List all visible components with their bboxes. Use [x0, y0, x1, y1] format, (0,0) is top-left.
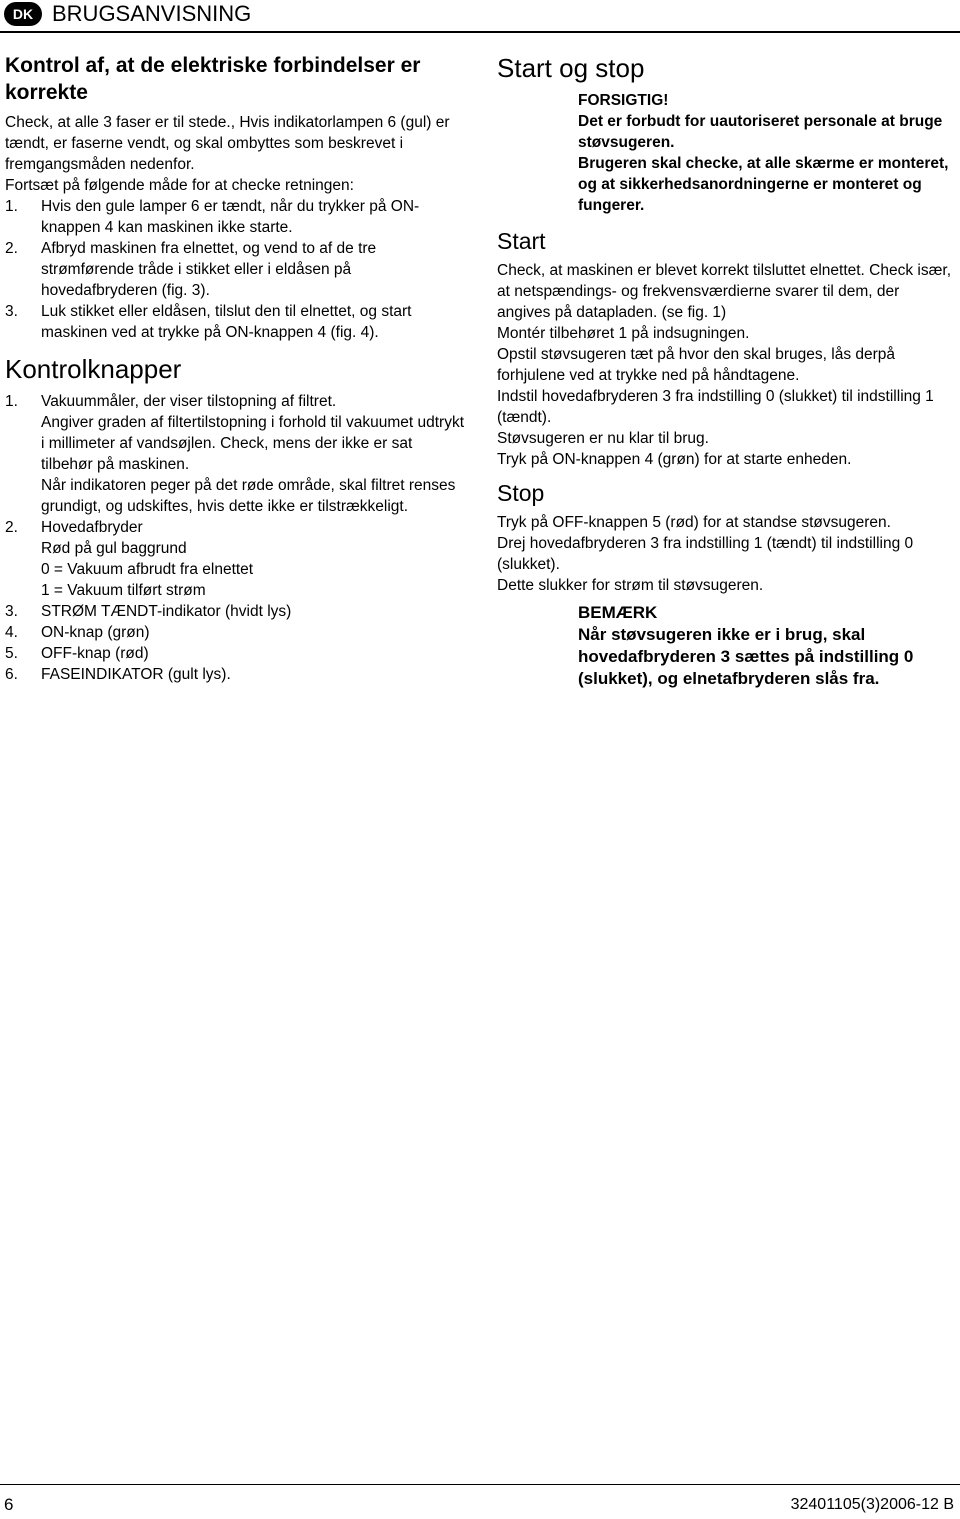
start-paragraph: Opstil støvsugeren tæt på hvor den skal bruges, lås derpå forhjulene ved at trykke ned på håndtagene.: [497, 346, 896, 384]
header-divider: [0, 31, 960, 33]
control-item-detail: Når indikatoren peger på det røde område, skal filtret renses grundigt, og udskiftes, hvis dette ikke er tilstrækkeligt.: [41, 477, 456, 515]
control-item-detail: 0 = Vakuum afbrudt fra elnettet: [41, 561, 254, 578]
warning-box: [497, 90, 957, 216]
step-item: 1. Hvis den gule lamper 6 er tændt, når du trykker på ON-knappen 4 kan maskinen ikke starte.: [5, 198, 420, 236]
language-badge: DK: [4, 2, 42, 26]
note-label: BEMÆRK: [578, 603, 658, 622]
document-code: 32401105(3)2006-12 B: [790, 1496, 954, 1513]
control-item: 1. Vakuummåler, der viser tilstopning af filtret.: [5, 393, 337, 410]
section-title-electrical: Kontrol af, at de elektriske forbindelser er korrekte: [5, 54, 421, 104]
warning-label: FORSIGTIG!: [578, 92, 669, 109]
subsection-title-start: Start: [497, 228, 546, 254]
intro-paragraph: Check, at alle 3 faser er til stede., Hvis indikatorlampen 6 (gul) er tændt, er faserne vendt, og skal ombyttes som beskrevet i fremgangsmåden nedenfor.: [5, 114, 450, 173]
control-item: 5. OFF-knap (rød): [5, 645, 149, 662]
section-title-start-stop: Start og stop: [497, 53, 645, 83]
start-paragraph: Tryk på ON-knappen 4 (grøn) for at starte enheden.: [497, 451, 852, 468]
right-column: [497, 52, 957, 690]
start-paragraph: Check, at maskinen er blevet korrekt tilsluttet elnettet. Check især, at netspændings- og frekvensværdierne svarer til dem, der angives på datapladen. (se fig. 1): [497, 262, 951, 321]
warning-text: Brugeren skal checke, at alle skærme er monteret, og at sikkerhedsanordningerne er monteret og fungerer.: [578, 155, 949, 214]
note-text: Når støvsugeren ikke er i brug, skal hovedafbryderen 3 sættes på indstilling 0 (slukket), og elnetafbryderen slås fra.: [578, 625, 914, 688]
control-item-detail: Angiver graden af filtertilstopning i forhold til vakuumet udtrykt i millimeter af vandsøjlen. Check, mens der ikke er sat tilbehør på maskinen.: [41, 414, 465, 473]
start-paragraph: Indstil hovedafbryderen 3 fra indstilling 0 (slukket) til indstilling 1 (tændt).: [497, 388, 934, 426]
section-controls: [5, 353, 465, 685]
start-paragraph: Støvsugeren er nu klar til brug.: [497, 430, 709, 447]
document-title: BRUGSANVISNING: [52, 1, 252, 26]
start-paragraph: Montér tilbehøret 1 på indsugningen.: [497, 325, 750, 342]
section-title-controls: Kontrolknapper: [5, 354, 182, 384]
control-item: 2. Hovedafbryder: [5, 519, 143, 536]
step-item: 3. Luk stikket eller eldåsen, tilslut den til elnettet, og start maskinen ved at trykke på ON-knappen 4 (fig. 4).: [5, 303, 412, 341]
note-box: [497, 602, 957, 690]
warning-text: Det er forbudt for uautoriseret personale at bruge støvsugeren.: [578, 113, 943, 151]
subsection-title-stop: Stop: [497, 480, 545, 506]
stop-paragraph: Dette slukker for strøm til støvsugeren.: [497, 577, 764, 594]
step-item: 2. Afbryd maskinen fra elnettet, og vend to af de tre strømførende tråde i stikket eller i eldåsen på hovedafbryderen (fig. 3).: [5, 240, 377, 299]
control-item: 4. ON-knap (grøn): [5, 624, 150, 641]
footer-divider: [0, 1484, 960, 1485]
section-electrical-check: [5, 52, 465, 343]
control-item: 3. STRØM TÆNDT-indikator (hvidt lys): [5, 603, 292, 620]
page-header: [0, 0, 960, 40]
stop-paragraph: Drej hovedafbryderen 3 fra indstilling 1 (tændt) til indstilling 0 (slukket).: [497, 535, 914, 573]
control-item: 6. FASEINDIKATOR (gult lys).: [5, 666, 231, 683]
page-number: 6: [4, 1495, 14, 1514]
intro-paragraph-2: Fortsæt på følgende måde for at checke retningen:: [5, 177, 354, 194]
control-item-detail: 1 = Vakuum tilført strøm: [41, 582, 206, 599]
left-column: [5, 52, 465, 685]
control-item-detail: Rød på gul baggrund: [41, 540, 187, 557]
stop-paragraph: Tryk på OFF-knappen 5 (rød) for at standse støvsugeren.: [497, 514, 891, 531]
